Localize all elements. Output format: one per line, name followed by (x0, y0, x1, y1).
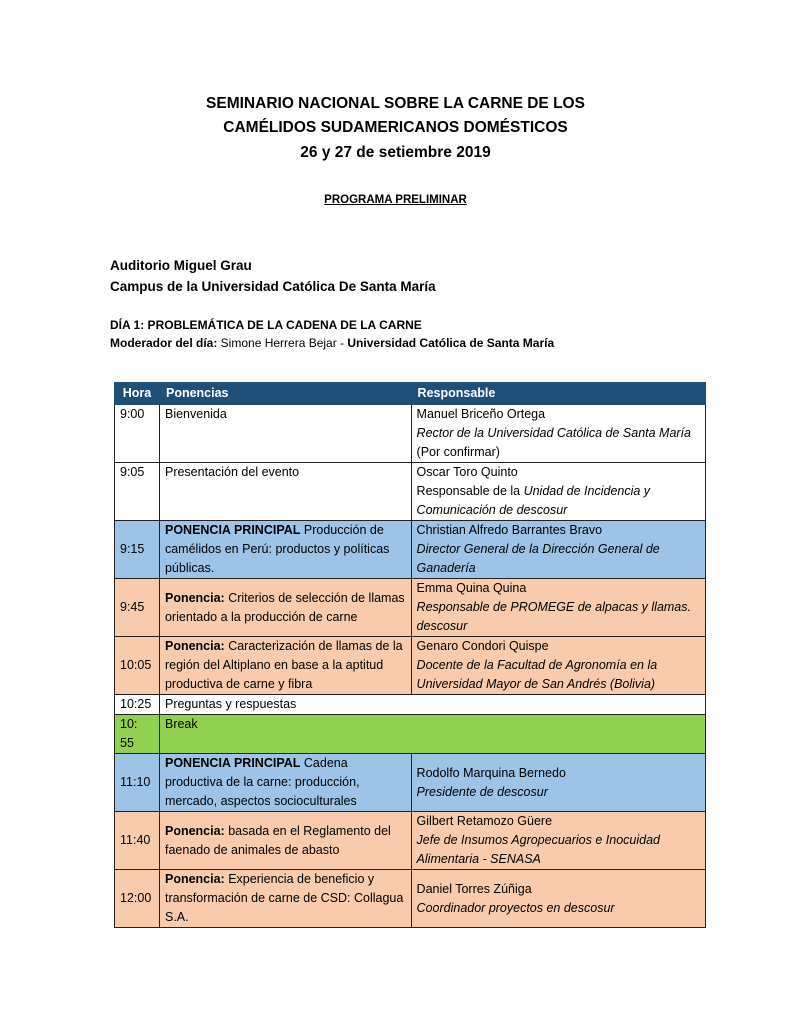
moderator-name: Simone Herrera Bejar - (217, 336, 348, 350)
talk-label: Ponencia: (164, 590, 225, 605)
responsible-role: Director General de la Dirección General de Ganadería (416, 542, 660, 575)
talk-text: Criterios de selección de llamas orientado a la producción de carne (164, 590, 405, 624)
table-row (115, 715, 706, 754)
table-row (115, 463, 706, 521)
talk-label: Ponencia: (164, 872, 225, 886)
row-talk (159, 812, 411, 870)
responsible-name: Rodolfo Marquina Bernedo (416, 765, 566, 780)
program-table (114, 382, 706, 928)
header-hora: Hora (115, 383, 160, 405)
table-row (115, 754, 706, 812)
row-time: 11:40 (115, 812, 160, 870)
row-talk (159, 637, 411, 695)
document-subtitle: PROGRAMA PRELIMINAR (324, 194, 467, 206)
responsible-role: Coordinador proyectos en descosur (416, 900, 615, 915)
row-talk: Presentación del evento (159, 463, 411, 521)
row-time: 10:25 (115, 695, 160, 715)
row-responsible (411, 405, 705, 463)
document-title-line-1: SEMINARIO NACIONAL SOBRE LA CARNE DE LOS (206, 95, 585, 112)
moderator-org: Universidad Católica de Santa María (347, 336, 555, 350)
row-responsible (411, 463, 705, 521)
table-row (115, 695, 706, 715)
header-ponencias: Ponencias (159, 383, 411, 405)
venue-name: Auditorio Miguel Grau (110, 258, 252, 273)
row-time: 10:05 (115, 637, 160, 695)
table-row (115, 870, 706, 928)
talk-text: basada en el Reglamento del faenado de animales de abasto (164, 823, 391, 857)
talk-text: Cadena productiva de la carne: producción, mercado, aspectos socioculturales (164, 756, 360, 808)
row-time: 9:00 (115, 405, 160, 463)
table-row (115, 812, 706, 870)
row-talk (159, 754, 411, 812)
responsible-role: Responsable de PROMEGE de alpacas y llamas. descosur (416, 600, 691, 633)
row-responsible (411, 637, 705, 695)
row-talk (159, 870, 411, 928)
responsible-role: Rector de la Universidad Católica de Santa María (416, 426, 691, 440)
row-responsible (411, 521, 705, 579)
table-row (115, 521, 706, 579)
row-responsible (411, 754, 705, 812)
responsible-name: Christian Alfredo Barrantes Bravo (416, 523, 603, 537)
day-title: DÍA 1: PROBLEMÁTICA DE LA CADENA DE LA CARNE (110, 318, 422, 332)
responsible-note: (Por confirmar) (416, 445, 500, 459)
table-row (115, 579, 706, 637)
document-date: 26 y 27 de setiembre 2019 (300, 144, 491, 161)
responsible-name: Genaro Condori Quispe (416, 639, 549, 653)
talk-text: Producción de camélidos en Perú: productos y políticas públicas. (164, 523, 390, 575)
row-talk (159, 521, 411, 579)
row-time: 9:05 (115, 463, 160, 521)
row-responsible (411, 870, 705, 928)
responsible-role: Docente de la Facultad de Agronomía en la Universidad Mayor de San Andrés (Bolivia) (416, 658, 658, 691)
header-responsable: Responsable (411, 383, 705, 405)
responsible-name: Manuel Briceño Ortega (416, 407, 546, 421)
table-row (115, 405, 706, 463)
venue-campus: Campus de la Universidad Católica De Santa María (110, 279, 436, 294)
talk-label: PONENCIA PRINCIPAL (164, 756, 301, 770)
responsible-role: Presidente de descosur (416, 784, 548, 799)
row-talk: Bienvenida (159, 405, 411, 463)
row-time: 11:10 (115, 754, 160, 812)
talk-label: Ponencia: (164, 639, 225, 653)
talk-text: Caracterización de llamas de la región del Altiplano en base a la aptitud productiva de carne y fibra (164, 639, 403, 691)
moderator-label: Moderador del día: (110, 336, 218, 350)
row-talk: Break (159, 715, 705, 754)
responsible-name: Gilbert Retamozo Güere (416, 814, 553, 828)
responsible-role-prefix: Responsable de la (416, 484, 524, 498)
row-responsible (411, 579, 705, 637)
row-talk: Preguntas y respuestas (159, 695, 705, 715)
responsible-name: Oscar Toro Quinto (416, 465, 518, 479)
row-time: 12:00 (115, 870, 160, 928)
talk-label: PONENCIA PRINCIPAL (164, 523, 301, 537)
table-header-row (115, 383, 706, 405)
document-title-line-2: CAMÉLIDOS SUDAMERICANOS DOMÉSTICOS (223, 119, 568, 136)
row-time: 10: 55 (115, 715, 160, 754)
talk-label: Ponencia: (164, 823, 225, 838)
table-row (115, 637, 706, 695)
row-talk (159, 579, 411, 637)
row-time: 9:15 (115, 521, 160, 579)
day-moderator (110, 334, 554, 352)
responsible-role: Jefe de Insumos Agropecuarios e Inocuidad Alimentaria - SENASA (416, 833, 660, 866)
responsible-role: Unidad de Incidencia y Comunicación de descosur (416, 484, 651, 517)
row-responsible (411, 812, 705, 870)
row-time: 9:45 (115, 579, 160, 637)
responsible-name: Emma Quina Quina (416, 581, 527, 595)
responsible-name: Daniel Torres Zúñiga (416, 881, 532, 896)
talk-text: Experiencia de beneficio y transformación de carne de CSD: Collagua S.A. (164, 872, 404, 924)
